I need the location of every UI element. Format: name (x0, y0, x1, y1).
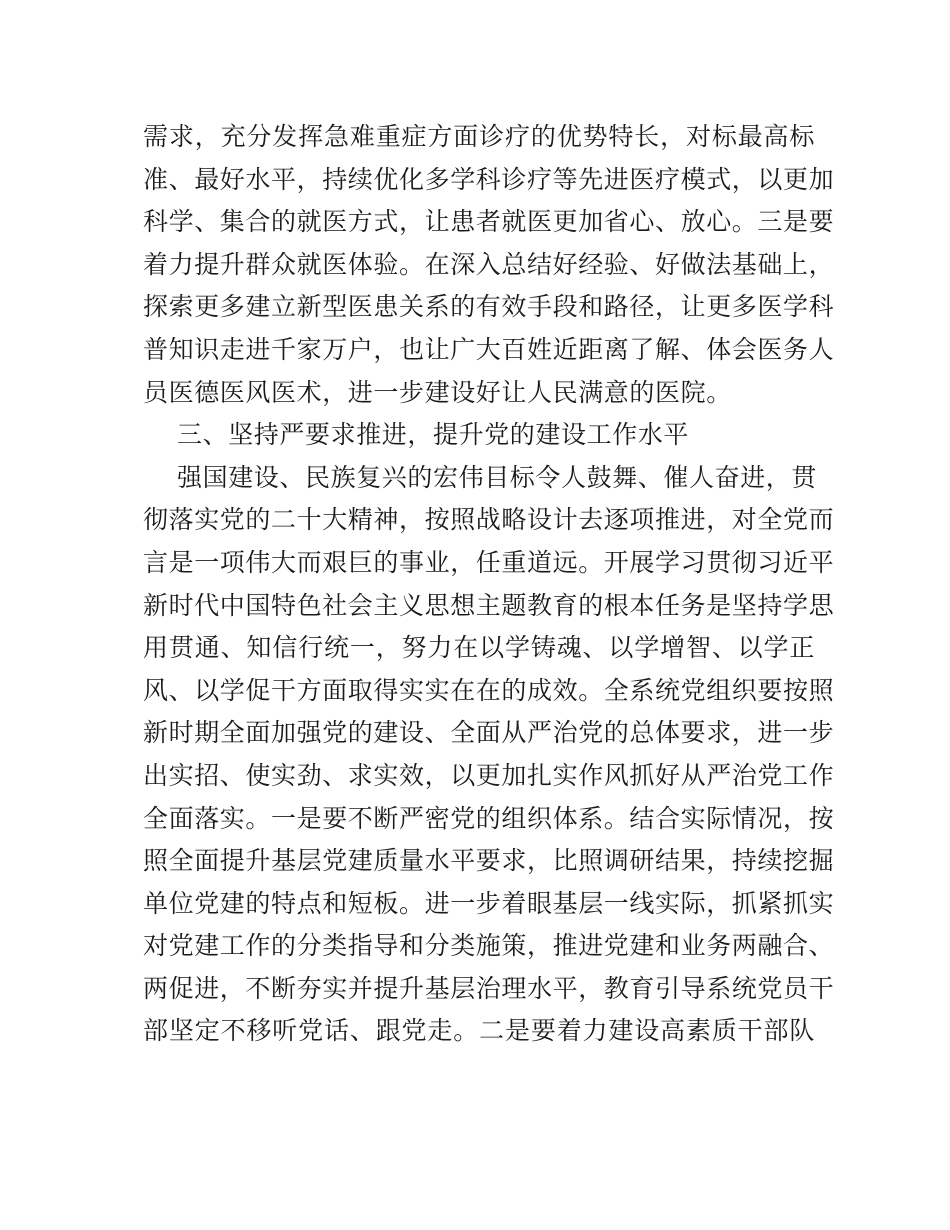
paragraph-1-line: 需求，充分发挥急难重症方面诊疗的优势特长，对标最高标 (143, 122, 815, 151)
paragraph-1-line: 探索更多建立新型医患关系的有效手段和路径，让更多医学科 (143, 292, 835, 322)
paragraph-2-line: 部坚定不移听党话、跟党走。二是要着力建设高素质干部队 (143, 1016, 815, 1046)
paragraph-2-line: 彻落实党的二十大精神，按照战略设计去逐项推进，对全党而 (143, 505, 835, 535)
paragraph-2-line: 照全面提升基层党建质量水平要求，比照调研结果，持续挖掘 (143, 846, 835, 876)
paragraph-2-line: 用贯通、知信行统一，努力在以学铸魂、以学增智、以学正 (143, 633, 815, 663)
paragraph-2-line: 新时期全面加强党的建设、全面从严治党的总体要求，进一步 (143, 718, 835, 748)
paragraph-1-line: 准、最好水平，持续优化多学科诊疗等先进医疗模式，以更加 (143, 164, 835, 194)
paragraph-2-line: 风、以学促干方面取得实实在在的成效。全系统党组织要按照 (143, 675, 835, 705)
paragraph-2-line: 出实招、使实劲、求实效，以更加扎实作风抓好从严治党工作 (143, 760, 835, 790)
paragraph-1-line: 着力提升群众就医体验。在深入总结好经验、好做法基础上， (143, 249, 835, 279)
paragraph-2-line: 单位党建的特点和短板。进一步着眼基层一线实际，抓紧抓实 (143, 888, 835, 918)
paragraph-1-line: 普知识走进千家万户，也让广大百姓近距离了解、体会医务人 (143, 334, 835, 364)
section-heading: 三、坚持严要求推进，提升党的建设工作水平 (177, 420, 690, 450)
paragraph-2-line: 强国建设、民族复兴的宏伟目标令人鼓舞、催人奋进，贯 (177, 462, 818, 492)
paragraph-2-line: 新时代中国特色社会主义思想主题教育的根本任务是坚持学思 (143, 590, 835, 620)
paragraph-1-line: 科学、集合的就医方式，让患者就医更加省心、放心。三是要 (143, 207, 835, 237)
paragraph-2-line: 两促进，不断夯实并提升基层治理水平，教育引导系统党员干 (143, 973, 835, 1003)
paragraph-2-line: 言是一项伟大而艰巨的事业，任重道远。开展学习贯彻习近平 (143, 547, 835, 577)
paragraph-2-line: 对党建工作的分类指导和分类施策，推进党建和业务两融合、 (143, 931, 835, 961)
paragraph-1-line: 员医德医风医术，进一步建设好让人民满意的医院。 (143, 377, 732, 407)
paragraph-2-line: 全面落实。一是要不断严密党的组织体系。结合实际情况，按 (143, 803, 835, 833)
document-body (143, 116, 835, 1053)
